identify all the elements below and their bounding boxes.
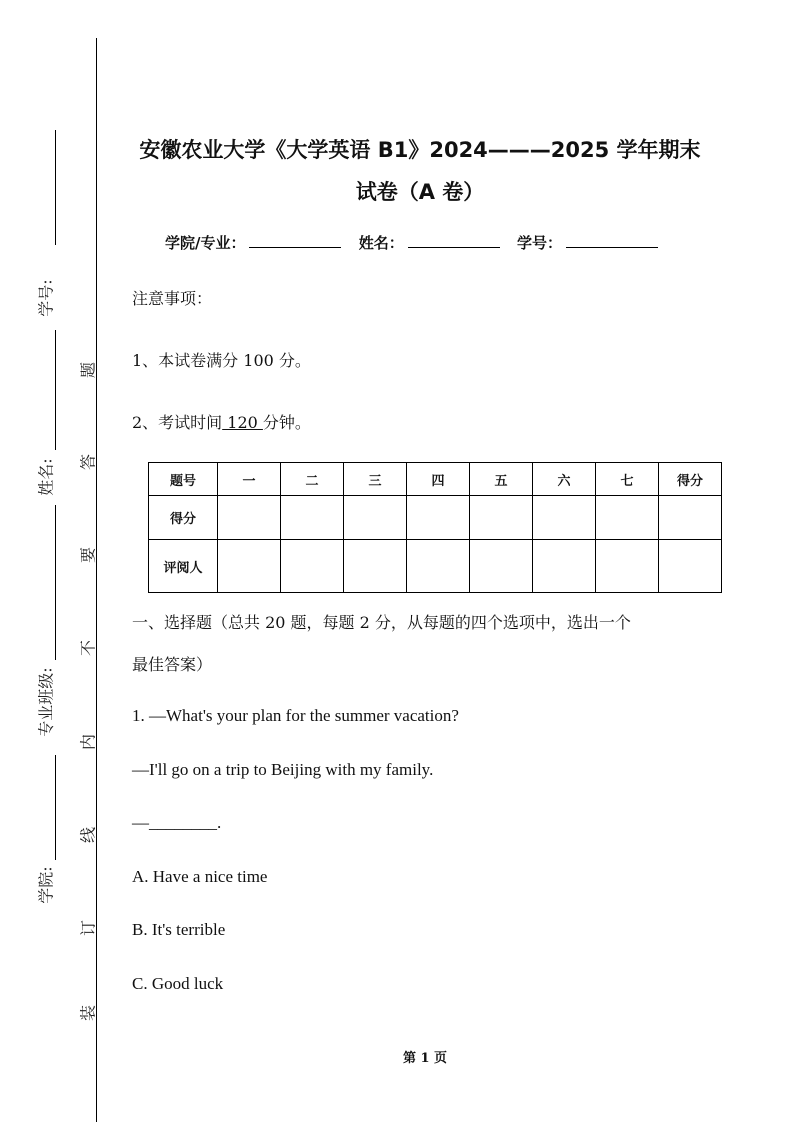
option-a: A. Have a nice time <box>132 867 268 886</box>
note-2 <box>132 410 311 433</box>
score-header: 六 <box>533 463 596 496</box>
question-reply: —I'll go on a trip to Beijing with my family. <box>132 760 434 779</box>
grader-cell <box>281 540 344 593</box>
seal-char: 要 <box>78 546 98 564</box>
question-prompt: 1. —What's your plan for the summer vacation? <box>132 706 459 725</box>
college-label: 学院/专业： <box>165 234 246 252</box>
grader-cell <box>344 540 407 593</box>
grader-cell <box>470 540 533 593</box>
score-cell <box>659 496 722 540</box>
section-heading: 一、选择题（总共 20 题，每题 2 分，从每题的四个选项中，选出一个 <box>132 613 631 632</box>
margin-student-id: 学号: <box>36 279 56 317</box>
seal-char: 装 <box>78 1004 98 1022</box>
option-b: B. It's terrible <box>132 920 226 939</box>
score-header: 二 <box>281 463 344 496</box>
note-1: 1、本试卷满分 100 分。 <box>132 351 311 370</box>
field-underline <box>55 330 56 450</box>
id-label: 学号： <box>516 234 562 252</box>
grader-cell <box>218 540 281 593</box>
score-cell <box>470 496 533 540</box>
exam-title: 安徽农业大学《大学英语 B1》2024———2025 学年期末 <box>139 138 701 162</box>
score-cell <box>281 496 344 540</box>
grader-cell <box>407 540 470 593</box>
binding-line <box>96 38 97 1122</box>
college-blank[interactable] <box>249 233 341 248</box>
grader-cell <box>659 540 722 593</box>
seal-char: 题 <box>78 361 98 379</box>
option-c: C. Good luck <box>132 974 224 993</box>
margin-name: 姓名: <box>36 458 56 496</box>
seal-char: 答 <box>78 453 98 471</box>
seal-char: 线 <box>78 826 98 844</box>
seal-char: 订 <box>78 919 98 937</box>
score-header: 七 <box>596 463 659 496</box>
id-blank[interactable] <box>566 233 658 248</box>
score-cell <box>344 496 407 540</box>
section-heading-cont: 最佳答案） <box>132 655 213 674</box>
seal-char: 内 <box>78 733 98 751</box>
score-cell <box>407 496 470 540</box>
question-blank: —________. <box>132 813 222 832</box>
exam-subtitle: 试卷（A 卷） <box>355 180 485 204</box>
note-2-text: 2、考试时间 <box>132 413 223 432</box>
score-cell <box>533 496 596 540</box>
margin-college: 学院: <box>36 866 56 904</box>
margin-major: 专业班级: <box>36 667 56 737</box>
note-2-unit: 分钟。 <box>262 413 311 432</box>
name-label: 姓名： <box>358 234 404 252</box>
field-underline <box>55 755 56 860</box>
field-underline <box>55 505 56 660</box>
score-table <box>148 462 722 593</box>
exam-duration: 120 <box>222 413 263 432</box>
notes-heading: 注意事项： <box>132 289 213 308</box>
score-header: 五 <box>470 463 533 496</box>
score-header: 三 <box>344 463 407 496</box>
score-cell <box>596 496 659 540</box>
row-label-grader: 评阅人 <box>149 540 218 593</box>
grader-cell <box>533 540 596 593</box>
score-header: 题号 <box>149 463 218 496</box>
field-underline <box>55 130 56 245</box>
score-cell <box>218 496 281 540</box>
row-label-score: 得分 <box>149 496 218 540</box>
student-info-line <box>165 232 670 253</box>
score-header: 得分 <box>659 463 722 496</box>
score-header: 四 <box>407 463 470 496</box>
page-number: 第 1 页 <box>402 1051 448 1066</box>
name-blank[interactable] <box>408 233 500 248</box>
seal-char: 不 <box>78 639 98 657</box>
grader-cell <box>596 540 659 593</box>
score-header: 一 <box>218 463 281 496</box>
